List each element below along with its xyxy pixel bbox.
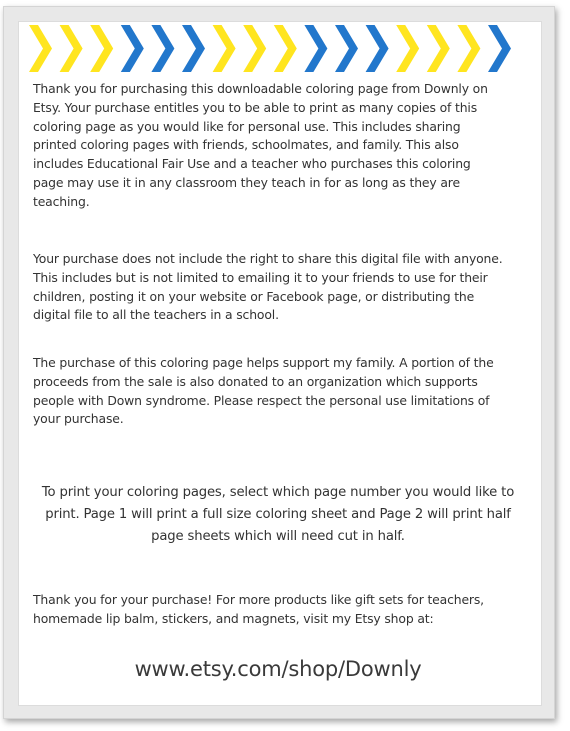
chevron-shape xyxy=(366,25,389,72)
chevron-shape xyxy=(457,25,480,72)
print-instructions: To print your coloring pages, select which page number you would like to print. Page 1 will print a full size coloring sheet and Page 2 will print half page sheets which will need cut in half. xyxy=(41,485,515,544)
chevron-shape xyxy=(213,25,236,72)
license-paragraph: Thank you for purchasing this downloadable coloring page from Downly on Etsy. Your purchase entitles you to be able to print as many copies of this coloring page as you would like for personal use. This includes sharing printed coloring pages with friends, schoolmates, and family. This also includes Educational Fair Use and a teacher who purchases this coloring page may use it in any classroom they teach in for as long as they are teaching. xyxy=(33,81,488,209)
chevron-shape xyxy=(243,25,266,72)
chevron-shape xyxy=(274,25,297,72)
chevron-shape xyxy=(396,25,419,72)
chevron-shape xyxy=(304,25,327,72)
chevron-shape xyxy=(151,25,174,72)
restriction-paragraph: Your purchase does not include the right to share this digital file with anyone. This includes but is not limited to emailing it to your friends to use for their children, posting it on your website or Facebook page, or distributing the digital file to all the teachers in a school. xyxy=(33,251,503,323)
chevron-shape xyxy=(90,25,113,72)
chevron-shape xyxy=(182,25,205,72)
chevron-shape xyxy=(29,25,52,72)
closing-paragraph: Thank you for your purchase! For more products like gift sets for teachers, homemade lip balm, stickers, and magnets, visit my Etsy shop at: xyxy=(33,592,484,626)
chevron-shape xyxy=(488,25,511,72)
chevron-shape xyxy=(121,25,144,72)
chevron-arrow-banner-icon xyxy=(29,25,519,72)
chevron-shape xyxy=(427,25,450,72)
chevron-shape xyxy=(60,25,83,72)
support-paragraph: The purchase of this coloring page helps support my family. A portion of the proceeds from the sale is also donated to an organization which supports people with Down syndrome. Please respect the personal use limitations of your purchase. xyxy=(33,355,494,427)
chevron-shape xyxy=(335,25,358,72)
shop-url-link[interactable]: www.etsy.com/shop/Downly xyxy=(134,657,422,681)
